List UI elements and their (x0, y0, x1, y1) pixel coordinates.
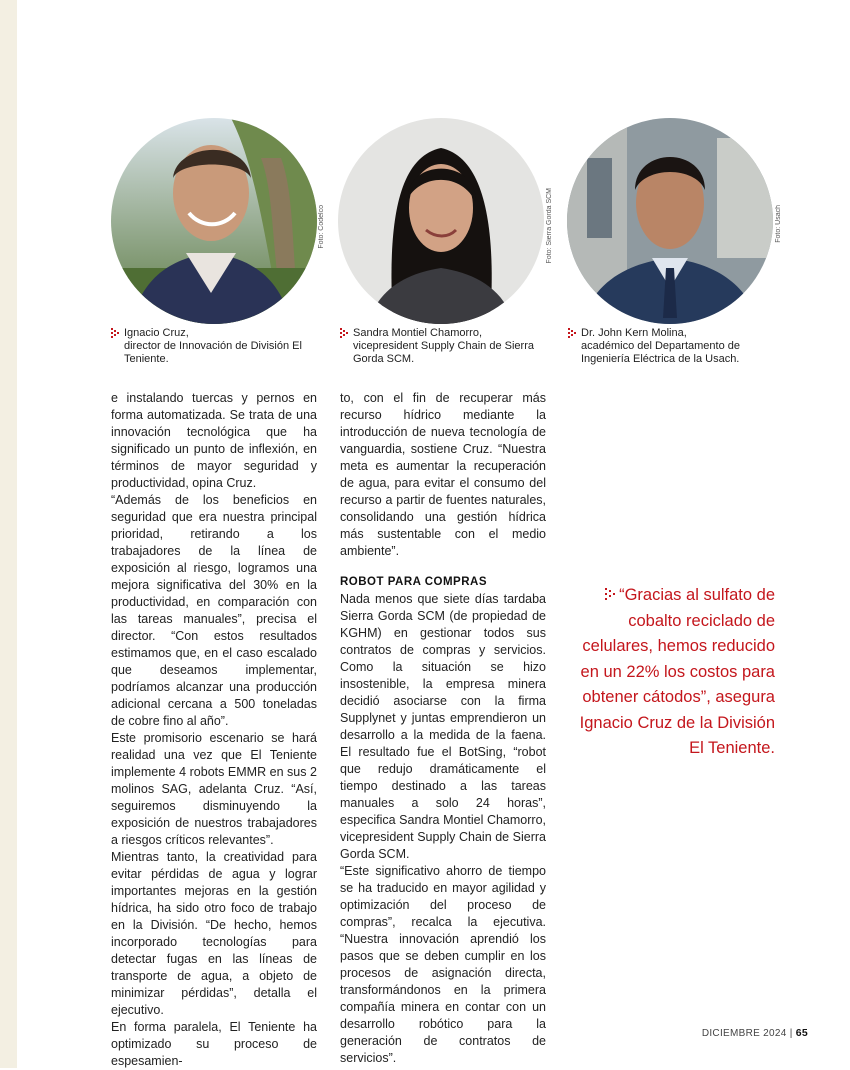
paragraph: to, con el fin de recuperar más recurso hídrico mediante la introducción de nueva tecnología de vanguardia, sostiene Cruz. “Nuestra meta es aumentar la recuperación de agua, para evitar el consumo del recurso a partir de fuentes naturales, consolidando una gestión hídrica más sustentable con el medio ambiente”. (340, 391, 546, 558)
caption-role: académico del Departamento de Ingeniería Eléctrica de la Usach. (581, 340, 740, 365)
caption-role: director de Innovación de División El Teniente. (124, 340, 302, 365)
article-column-2 (340, 390, 546, 1067)
caption-role: vicepresident Supply Chain de Sierra Gorda SCM. (353, 340, 534, 365)
paragraph: “Este significativo ahorro de tiempo se ha traducido en mayor agilidad y optimización del proceso de compras”, recalca la ejecutiva. “Nuestra innovación aprendió los pasos que se deben cumplir en los procesos de asignación directa, transformándonos en la primera compañía minera en contar con un desarrollo robótico para la generación de contratos de servicios”. (340, 864, 546, 1065)
portrait-sandra-montiel (338, 118, 544, 324)
issue-date: DICIEMBRE 2024 (701, 1028, 787, 1039)
paragraph: En forma paralela, El Teniente ha optimizado su proceso de espesamien- (111, 1020, 317, 1068)
paragraph: “Además de los beneficios en seguridad que era nuestra principal prioridad, retirando a los trabajadores de la línea de exposición al riesgo, logramos una mejora significativa del 30% en la productividad, en comparación con las tareas manuales”, precisa el director. “Con estos resultados estimamos que, en el caso escalado que deseamos implementar, podríamos alcanzar una producción adicional cercana a 500 toneladas de cobre fino al año”. (111, 493, 317, 728)
portrait-photo-icon (111, 118, 317, 324)
caption-ignacio-cruz (124, 327, 314, 366)
caption-name: Sandra Montiel Chamorro, (353, 327, 483, 339)
caption-john-kern (581, 327, 751, 366)
photo-credit: Foto: Codelco (318, 205, 325, 249)
paragraph: Nada menos que siete días tardaba Sierra Gorda SCM (de propiedad de KGHM) en gestionar todos sus contratos de compras y servicios. Como la situación se hizo insostenible, la empresa minera decidió asociarse con la firma Supplynet y juntas emprendieron un desarrollo a la medida de la faena. El resultado fue el BotSing, “robot que redujo dramáticamente el tiempo destinado a las tareas manuales a solo 24 horas”, especifica Sandra Montiel Chamorro, vicepresident Supply Chain de Sierra Gorda SCM. (340, 592, 546, 861)
section-heading: ROBOT PARA COMPRAS (340, 576, 487, 588)
page-number: 65 (795, 1027, 808, 1039)
pull-quote-text: “Gracias al sulfato de cobalto reciclado de celulares, hemos reducido en un 22% los costos para obtener cátodos”, asegura Ignacio Cruz de la División El Teniente. (579, 586, 775, 757)
caption-name: Dr. John Kern Molina, (581, 327, 687, 339)
page-edge (0, 0, 17, 1068)
dotted-arrow-icon (340, 328, 348, 338)
article-column-1 (111, 390, 317, 1070)
portrait-john-kern (567, 118, 773, 324)
paragraph: e instalando tuercas y pernos en forma automatizada. Se trata de una innovación tecnológica que ha significado un punto de inflexión, en términos de mayor seguridad y productividad, opina Cruz. (111, 391, 317, 490)
paragraph: Mientras tanto, la creatividad para evitar pérdidas de agua y lograr importantes mejoras en la gestión hídrica, ha sido otro foco de trabajo en la División. “De hecho, hemos incorporado tecnologías para detectar fugas en las líneas de transporte de agua, a objeto de minimizar pérdidas”, detalla el ejecutivo. (111, 850, 317, 1017)
page-folio (702, 1027, 808, 1039)
portrait-photo-icon (338, 118, 544, 324)
photo-credit: Foto: Sierra Gorda SCM (546, 188, 553, 264)
dotted-arrow-icon (605, 588, 615, 600)
paragraph: Este promisorio escenario se hará realidad una vez que El Teniente implemente 4 robots EMMR en sus 2 molinos SAG, adelanta Cruz. “Así, seguiremos disminuyendo la exposición de nuestros trabajadores a riesgos críticos relevantes”. (111, 731, 317, 847)
photo-credit: Foto: Usach (775, 205, 782, 243)
caption-name: Ignacio Cruz, (124, 327, 189, 339)
portrait-ignacio-cruz (111, 118, 317, 324)
dotted-arrow-icon (111, 328, 119, 338)
folio-separator: | (789, 1028, 793, 1039)
dotted-arrow-icon (568, 328, 576, 338)
pull-quote (575, 583, 775, 762)
caption-sandra-montiel (353, 327, 543, 366)
portrait-photo-icon (567, 118, 773, 324)
